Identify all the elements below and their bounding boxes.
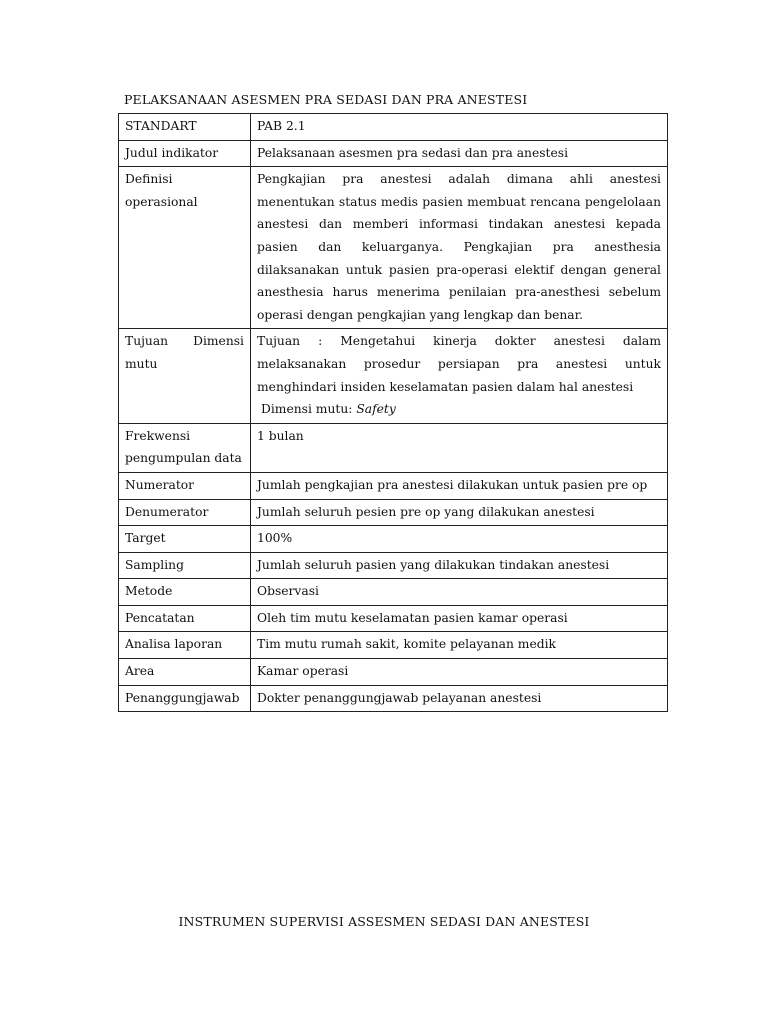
table-row bbox=[119, 114, 668, 141]
table-row bbox=[119, 605, 668, 632]
table-row bbox=[119, 659, 668, 686]
table-row bbox=[119, 552, 668, 579]
tujuan-text: Tujuan : Mengetahui kinerja dokter anestesi dalam melaksanakan prosedur persiapan pra anestesi untuk menghindari insiden keselamatan pasien dalam hal anestesi bbox=[257, 334, 661, 394]
table-row bbox=[119, 526, 668, 553]
row-value-pencatatan: Oleh tim mutu keselamatan pasien kamar operasi bbox=[251, 605, 668, 632]
tujuan-label-right: Dimensi bbox=[193, 334, 244, 349]
table-row bbox=[119, 423, 668, 472]
row-label-numerator: Numerator bbox=[119, 472, 251, 499]
document-title: PELAKSANAAN ASESMEN PRA SEDASI DAN PRA ANESTESI bbox=[124, 92, 528, 107]
row-label-pencatatan: Pencatatan bbox=[119, 605, 251, 632]
table-row bbox=[119, 685, 668, 712]
row-label-standart: STANDART bbox=[119, 114, 251, 141]
table-row bbox=[119, 167, 668, 329]
dimensi-mutu-value: Safety bbox=[356, 402, 396, 417]
row-label-judul: Judul indikator bbox=[119, 140, 251, 167]
row-value-analisa: Tim mutu rumah sakit, komite pelayanan medik bbox=[251, 632, 668, 659]
row-label-metode: Metode bbox=[119, 579, 251, 606]
row-value-definisi: Pengkajian pra anestesi adalah dimana ahli anestesi menentukan status medis pasien membuat rencana pengelolaan anestesi dan memberi informasi tindakan anestesi kepada pasien dan keluarganya. Pengkajian pra anesthesia dilaksanakan untuk pasien pra-operasi elektif dengan general anesthesia harus menerima penilaian pra-anesthesi sebelum operasi dengan pengkajian yang lengkap dan benar. bbox=[251, 167, 668, 329]
frekwensi-label-line2: pengumpulan data bbox=[125, 451, 242, 466]
row-label-tujuan bbox=[119, 329, 251, 423]
table-row bbox=[119, 499, 668, 526]
tujuan-label-line1 bbox=[125, 330, 244, 353]
row-value-standart: PAB 2.1 bbox=[251, 114, 668, 141]
row-value-penanggung: Dokter penanggungjawab pelayanan anestesi bbox=[251, 685, 668, 712]
table-row bbox=[119, 579, 668, 606]
table-row bbox=[119, 329, 668, 423]
indicator-table bbox=[118, 113, 668, 712]
row-value-tujuan bbox=[251, 329, 668, 423]
row-label-definisi bbox=[119, 167, 251, 329]
row-value-denumerator: Jumlah seluruh pesien pre op yang dilakukan anestesi bbox=[251, 499, 668, 526]
row-label-frekwensi bbox=[119, 423, 251, 472]
row-label-target: Target bbox=[119, 526, 251, 553]
tujuan-label-line2: mutu bbox=[125, 356, 158, 371]
dimensi-mutu bbox=[257, 398, 661, 421]
table-row bbox=[119, 472, 668, 499]
row-value-area: Kamar operasi bbox=[251, 659, 668, 686]
row-value-sampling: Jumlah seluruh pasien yang dilakukan tindakan anestesi bbox=[251, 552, 668, 579]
dimensi-mutu-label: Dimensi mutu: bbox=[261, 402, 353, 417]
row-label-area: Area bbox=[119, 659, 251, 686]
tujuan-label-left: Tujuan bbox=[125, 334, 169, 349]
row-label-denumerator: Denumerator bbox=[119, 499, 251, 526]
row-value-target: 100% bbox=[251, 526, 668, 553]
row-value-judul: Pelaksanaan asesmen pra sedasi dan pra anestesi bbox=[251, 140, 668, 167]
table-row bbox=[119, 632, 668, 659]
definisi-label-line2: operasional bbox=[125, 194, 198, 209]
table-row bbox=[119, 140, 668, 167]
row-value-numerator: Jumlah pengkajian pra anestesi dilakukan untuk pasien pre op bbox=[251, 472, 668, 499]
definisi-label-line1: Definisi bbox=[125, 172, 173, 187]
row-value-frekwensi: 1 bulan bbox=[251, 423, 668, 472]
section-title-instrumen: INSTRUMEN SUPERVISI ASSESMEN SEDASI DAN ANESTESI bbox=[178, 914, 590, 929]
row-label-analisa: Analisa laporan bbox=[119, 632, 251, 659]
row-label-sampling: Sampling bbox=[119, 552, 251, 579]
row-label-penanggung: Penanggungjawab bbox=[119, 685, 251, 712]
row-value-metode: Observasi bbox=[251, 579, 668, 606]
frekwensi-label-line1: Frekwensi bbox=[125, 428, 191, 443]
